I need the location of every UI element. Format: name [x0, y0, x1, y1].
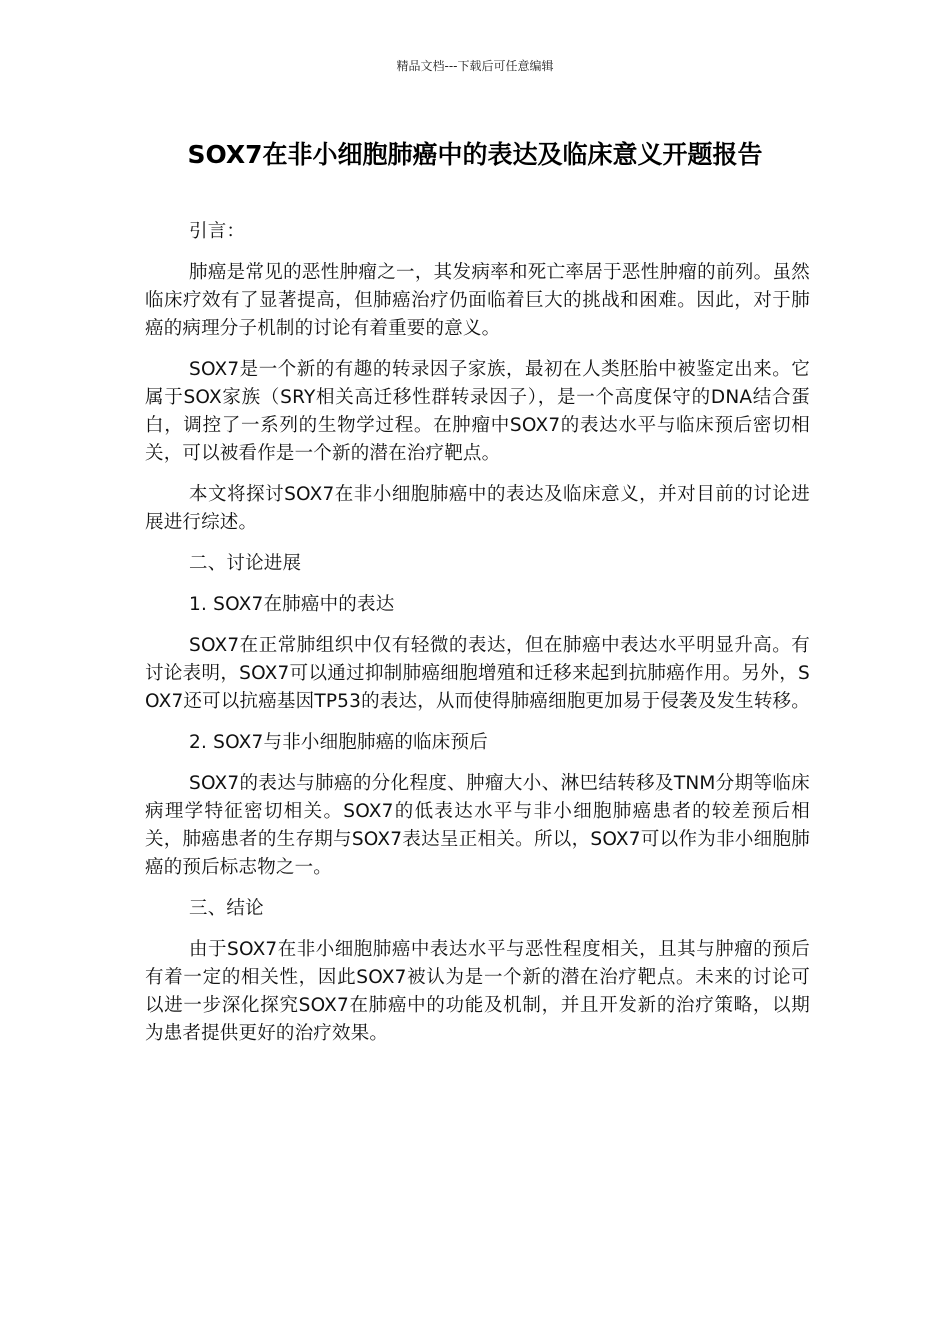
expression-paragraph: SOX7在正常肺组织中仅有轻微的表达，但在肺癌中表达水平明显升高。有讨论表明，SOX7可以通过抑制肺癌细胞增殖和迁移来起到抗肺癌作用。另外，SOX7还可以抗癌基因TP53的表达，从而使得肺癌细胞更加易于侵袭及发生转移。 [145, 635, 810, 712]
intro-paragraph-3: 本文将探讨SOX7在非小细胞肺癌中的表达及临床意义，并对目前的讨论进展进行综述。 [145, 484, 810, 533]
subsection-heading-expression: 1. SOX7在肺癌中的表达 [189, 594, 395, 615]
intro-heading: 引言： [189, 221, 246, 242]
subsection-heading-prognosis: 2. SOX7与非小细胞肺癌的临床预后 [189, 732, 488, 753]
section-heading-progress: 二、讨论进展 [189, 553, 302, 574]
document-body [145, 218, 810, 1061]
prognosis-paragraph: SOX7的表达与肺癌的分化程度、肿瘤大小、淋巴结转移及TNM分期等临床病理学特征密切相关。SOX7的低表达水平与非小细胞肺癌患者的较差预后相关，肺癌患者的生存期与SOX7表达呈正相关。所以，SOX7可以作为非小细胞肺癌的预后标志物之一。 [145, 773, 810, 878]
intro-paragraph-1: 肺癌是常见的恶性肿瘤之一，其发病率和死亡率居于恶性肿瘤的前列。虽然临床疗效有了显著提高，但肺癌治疗仍面临着巨大的挑战和困难。因此，对于肺癌的病理分子机制的讨论有着重要的意义。 [145, 262, 810, 339]
section-heading-conclusion: 三、结论 [189, 898, 264, 919]
document-title: SOX7在非小细胞肺癌中的表达及临床意义开题报告 [187, 140, 763, 169]
intro-paragraph-2: SOX7是一个新的有趣的转录因子家族，最初在人类胚胎中被鉴定出来。它属于SOX家族（SRY相关高迁移性群转录因子），是一个高度保守的DNA结合蛋白，调控了一系列的生物学过程。在肿瘤中SOX7的表达水平与临床预后密切相关，可以被看作是一个新的潜在治疗靶点。 [145, 359, 810, 464]
page-header-note: 精品文档---下载后可任意编辑 [396, 59, 554, 73]
conclusion-paragraph: 由于SOX7在非小细胞肺癌中表达水平与恶性程度相关，且其与肿瘤的预后有着一定的相关性，因此SOX7被认为是一个新的潜在治疗靶点。未来的讨论可以进一步深化探究SOX7在肺癌中的功能及机制，并且开发新的治疗策略，以期为患者提供更好的治疗效果。 [145, 939, 810, 1044]
